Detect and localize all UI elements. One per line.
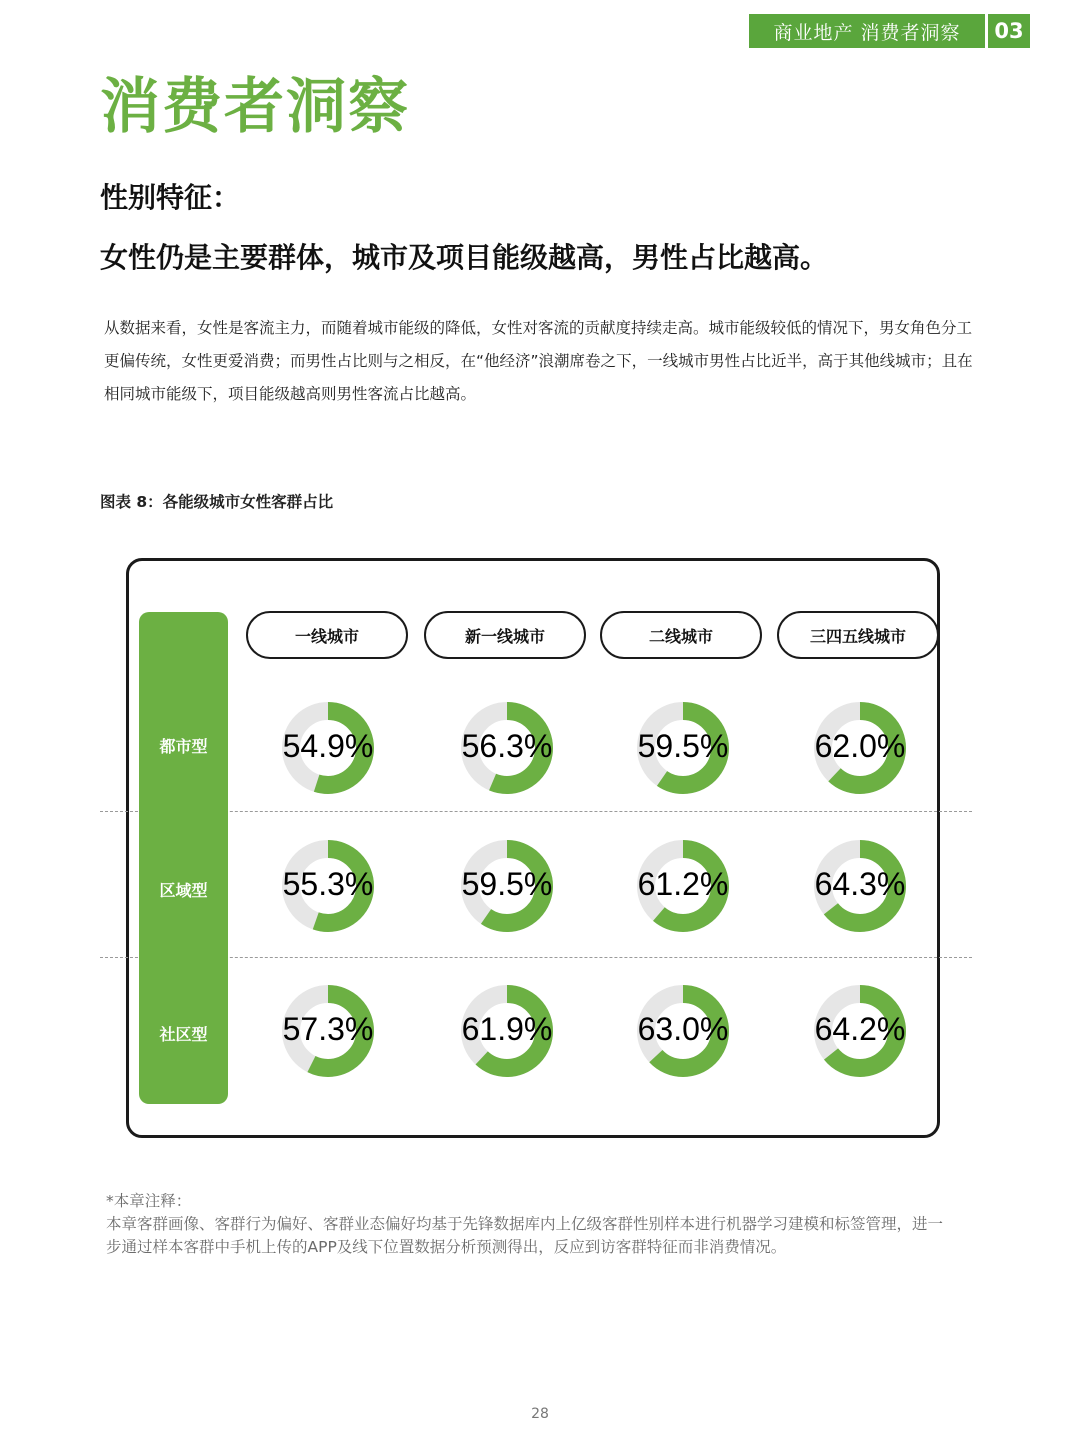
header-section-number: 03: [988, 14, 1030, 48]
donut-percent-label-r2-c4: 64.3%: [814, 866, 906, 902]
column-header-2: 新一线城市: [424, 611, 586, 659]
figure-caption: 图表 8：各能级城市女性客群占比: [100, 493, 334, 511]
row-header-1: 都市型: [159, 737, 208, 756]
row-header-2: 区域型: [159, 881, 208, 900]
donut-percent-label-r3-c2: 61.9%: [461, 1011, 553, 1047]
donut-percent-label-r2-c1: 55.3%: [282, 866, 374, 902]
note-heading: *本章注释：: [106, 1192, 192, 1210]
note-text: 本章客群画像、客群行为偏好、客群业态偏好均基于先锋数据库内上亿级客群性别样本进行机器学习建模和标签管理，进一步通过样本客群中手机上传的APP及线下位置数据分析预测得出，反应到访客群特征而非消费情况。: [106, 1215, 944, 1256]
section-headline: 女性仍是主要群体，城市及项目能级越高，男性占比越高。: [100, 241, 829, 274]
column-header-3: 二线城市: [600, 611, 762, 659]
column-header-1: 一线城市: [246, 611, 408, 659]
donut-percent-label-r1-c2: 56.3%: [461, 728, 553, 764]
body-paragraph: 从数据来看，女性是客流主力，而随着城市能级的降低，女性对客流的贡献度持续走高。城市能级较低的情况下，男女角色分工更偏传统，女性更爱消费；而男性占比则与之相反，在“他经济”浪潮席卷之下，一线城市男性占比近半，高于其他线城市；且在相同城市能级下，项目能级越高则男性客流占比越高。: [104, 319, 973, 403]
column-header-4: 三四五线城市: [777, 611, 939, 659]
donut-percent-label-r1-c1: 54.9%: [282, 728, 374, 764]
section-subtitle: 性别特征：: [100, 181, 241, 214]
donut-percent-label-r2-c2: 59.5%: [461, 866, 553, 902]
chapter-note: [106, 1190, 956, 1259]
donut-percent-label-r2-c3: 61.2%: [637, 866, 729, 902]
donut-percent-label-r3-c4: 64.2%: [814, 1011, 906, 1047]
page-number: 28: [531, 1406, 549, 1422]
page-title: 消费者洞察: [100, 72, 410, 142]
donut-percent-label-r1-c3: 59.5%: [637, 728, 729, 764]
donut-percent-label-r1-c4: 62.0%: [814, 728, 906, 764]
donut-percent-label-r3-c1: 57.3%: [282, 1011, 374, 1047]
header-section-tag: 商业地产 消费者洞察: [749, 14, 985, 48]
row-header-3: 社区型: [159, 1025, 208, 1044]
donut-percent-label-r3-c3: 63.0%: [637, 1011, 729, 1047]
